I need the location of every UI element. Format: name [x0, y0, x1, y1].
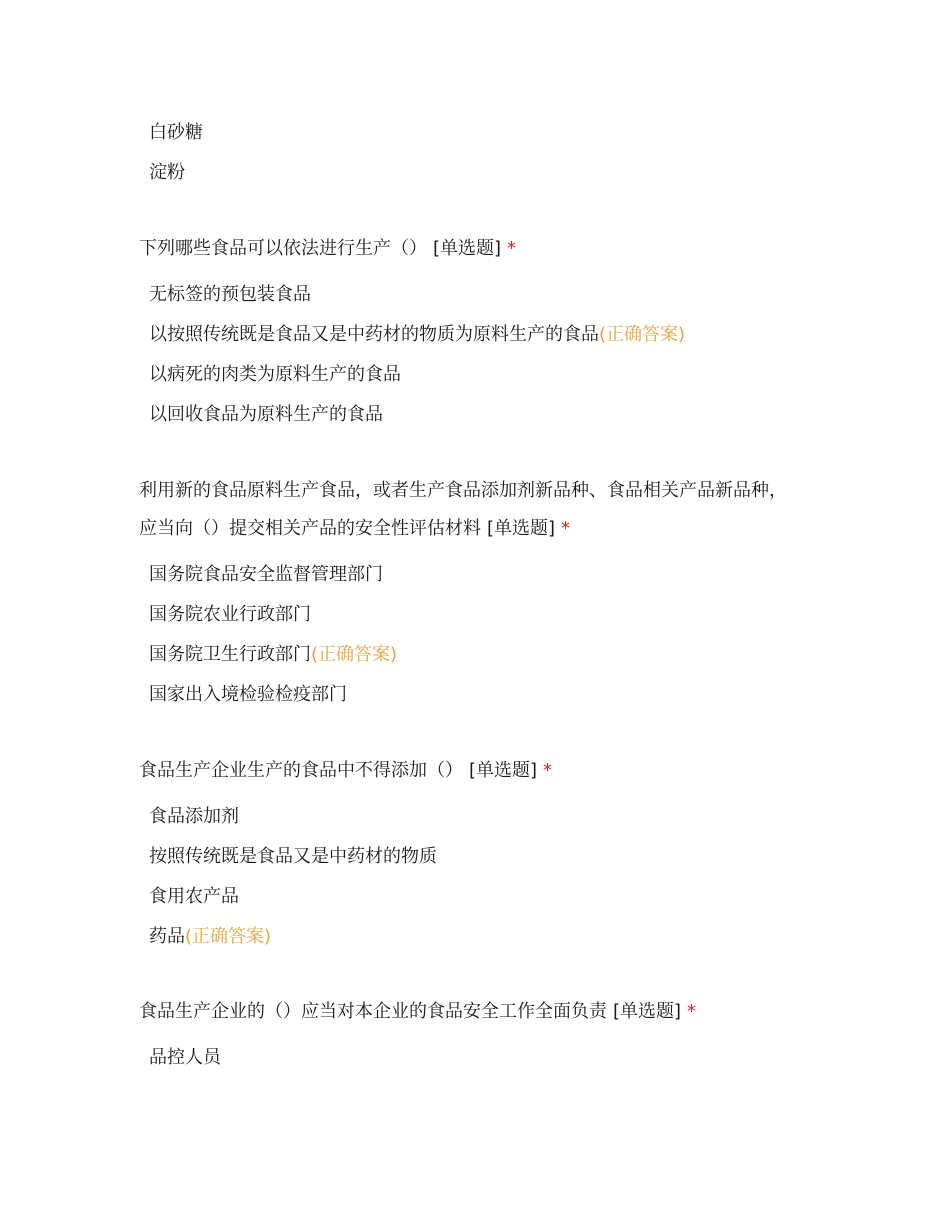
- q1-option-3: [149, 363, 401, 387]
- q2-option-4: [149, 683, 347, 707]
- option-label: 食品添加剂: [149, 806, 239, 827]
- option-label: 白砂糖: [149, 122, 203, 143]
- q2-option-2: [149, 603, 311, 627]
- option-label: 药品: [149, 926, 185, 947]
- required-marker: *: [507, 238, 517, 259]
- option-label: 按照传统既是食品又是中药材的物质: [149, 846, 437, 867]
- question-text: 利用新的食品原料生产食品，或者生产食品添加剂新品种、食品相关产品新品种，: [139, 480, 787, 501]
- option-label: 国务院卫生行政部门: [149, 644, 311, 665]
- option-label: 品控人员: [149, 1047, 221, 1068]
- q1-option-4: [149, 403, 383, 427]
- q2-option-3: [149, 643, 397, 667]
- question-2-title-line1: [139, 479, 787, 503]
- option-label: 国家出入境检验检疫部门: [149, 684, 347, 705]
- question-4-title: [139, 1000, 696, 1024]
- q2-option-1: [149, 563, 383, 587]
- question-2-title-line2: [139, 517, 570, 541]
- question-text: 应当向（）提交相关产品的安全性评估材料: [139, 518, 481, 539]
- question-1-title: [139, 237, 516, 261]
- q3-option-3: [149, 885, 239, 909]
- question-3-title: [139, 759, 552, 783]
- option-label: 淀粉: [149, 162, 185, 183]
- required-marker: *: [543, 760, 553, 781]
- q3-option-2: [149, 845, 437, 869]
- question-text: 食品生产企业生产的食品中不得添加（）: [139, 760, 463, 781]
- question-text: 下列哪些食品可以依法进行生产（）: [139, 238, 427, 259]
- option-label: 以病死的肉类为原料生产的食品: [149, 364, 401, 385]
- required-marker: *: [561, 518, 571, 539]
- correct-answer-mark: (正确答案): [185, 926, 272, 947]
- question-type-tag: [单选题]: [433, 238, 502, 259]
- option-prev-2: [149, 161, 185, 185]
- q3-option-4: [149, 925, 271, 949]
- correct-answer-mark: (正确答案): [311, 644, 398, 665]
- option-label: 食用农产品: [149, 886, 239, 907]
- option-label: 国务院食品安全监督管理部门: [149, 564, 383, 585]
- question-type-tag: [单选题]: [469, 760, 538, 781]
- question-type-tag: [单选题]: [613, 1001, 682, 1022]
- required-marker: *: [687, 1001, 697, 1022]
- question-text: 食品生产企业的（）应当对本企业的食品安全工作全面负责: [139, 1001, 607, 1022]
- option-label: 国务院农业行政部门: [149, 604, 311, 625]
- q1-option-2: [149, 323, 685, 347]
- option-label: 以回收食品为原料生产的食品: [149, 404, 383, 425]
- option-label: 以按照传统既是食品又是中药材的物质为原料生产的食品: [149, 324, 599, 345]
- q4-option-1: [149, 1046, 221, 1070]
- option-prev-1: [149, 121, 203, 145]
- correct-answer-mark: (正确答案): [599, 324, 686, 345]
- q3-option-1: [149, 805, 239, 829]
- question-type-tag: [单选题]: [487, 518, 556, 539]
- option-label: 无标签的预包装食品: [149, 284, 311, 305]
- q1-option-1: [149, 283, 311, 307]
